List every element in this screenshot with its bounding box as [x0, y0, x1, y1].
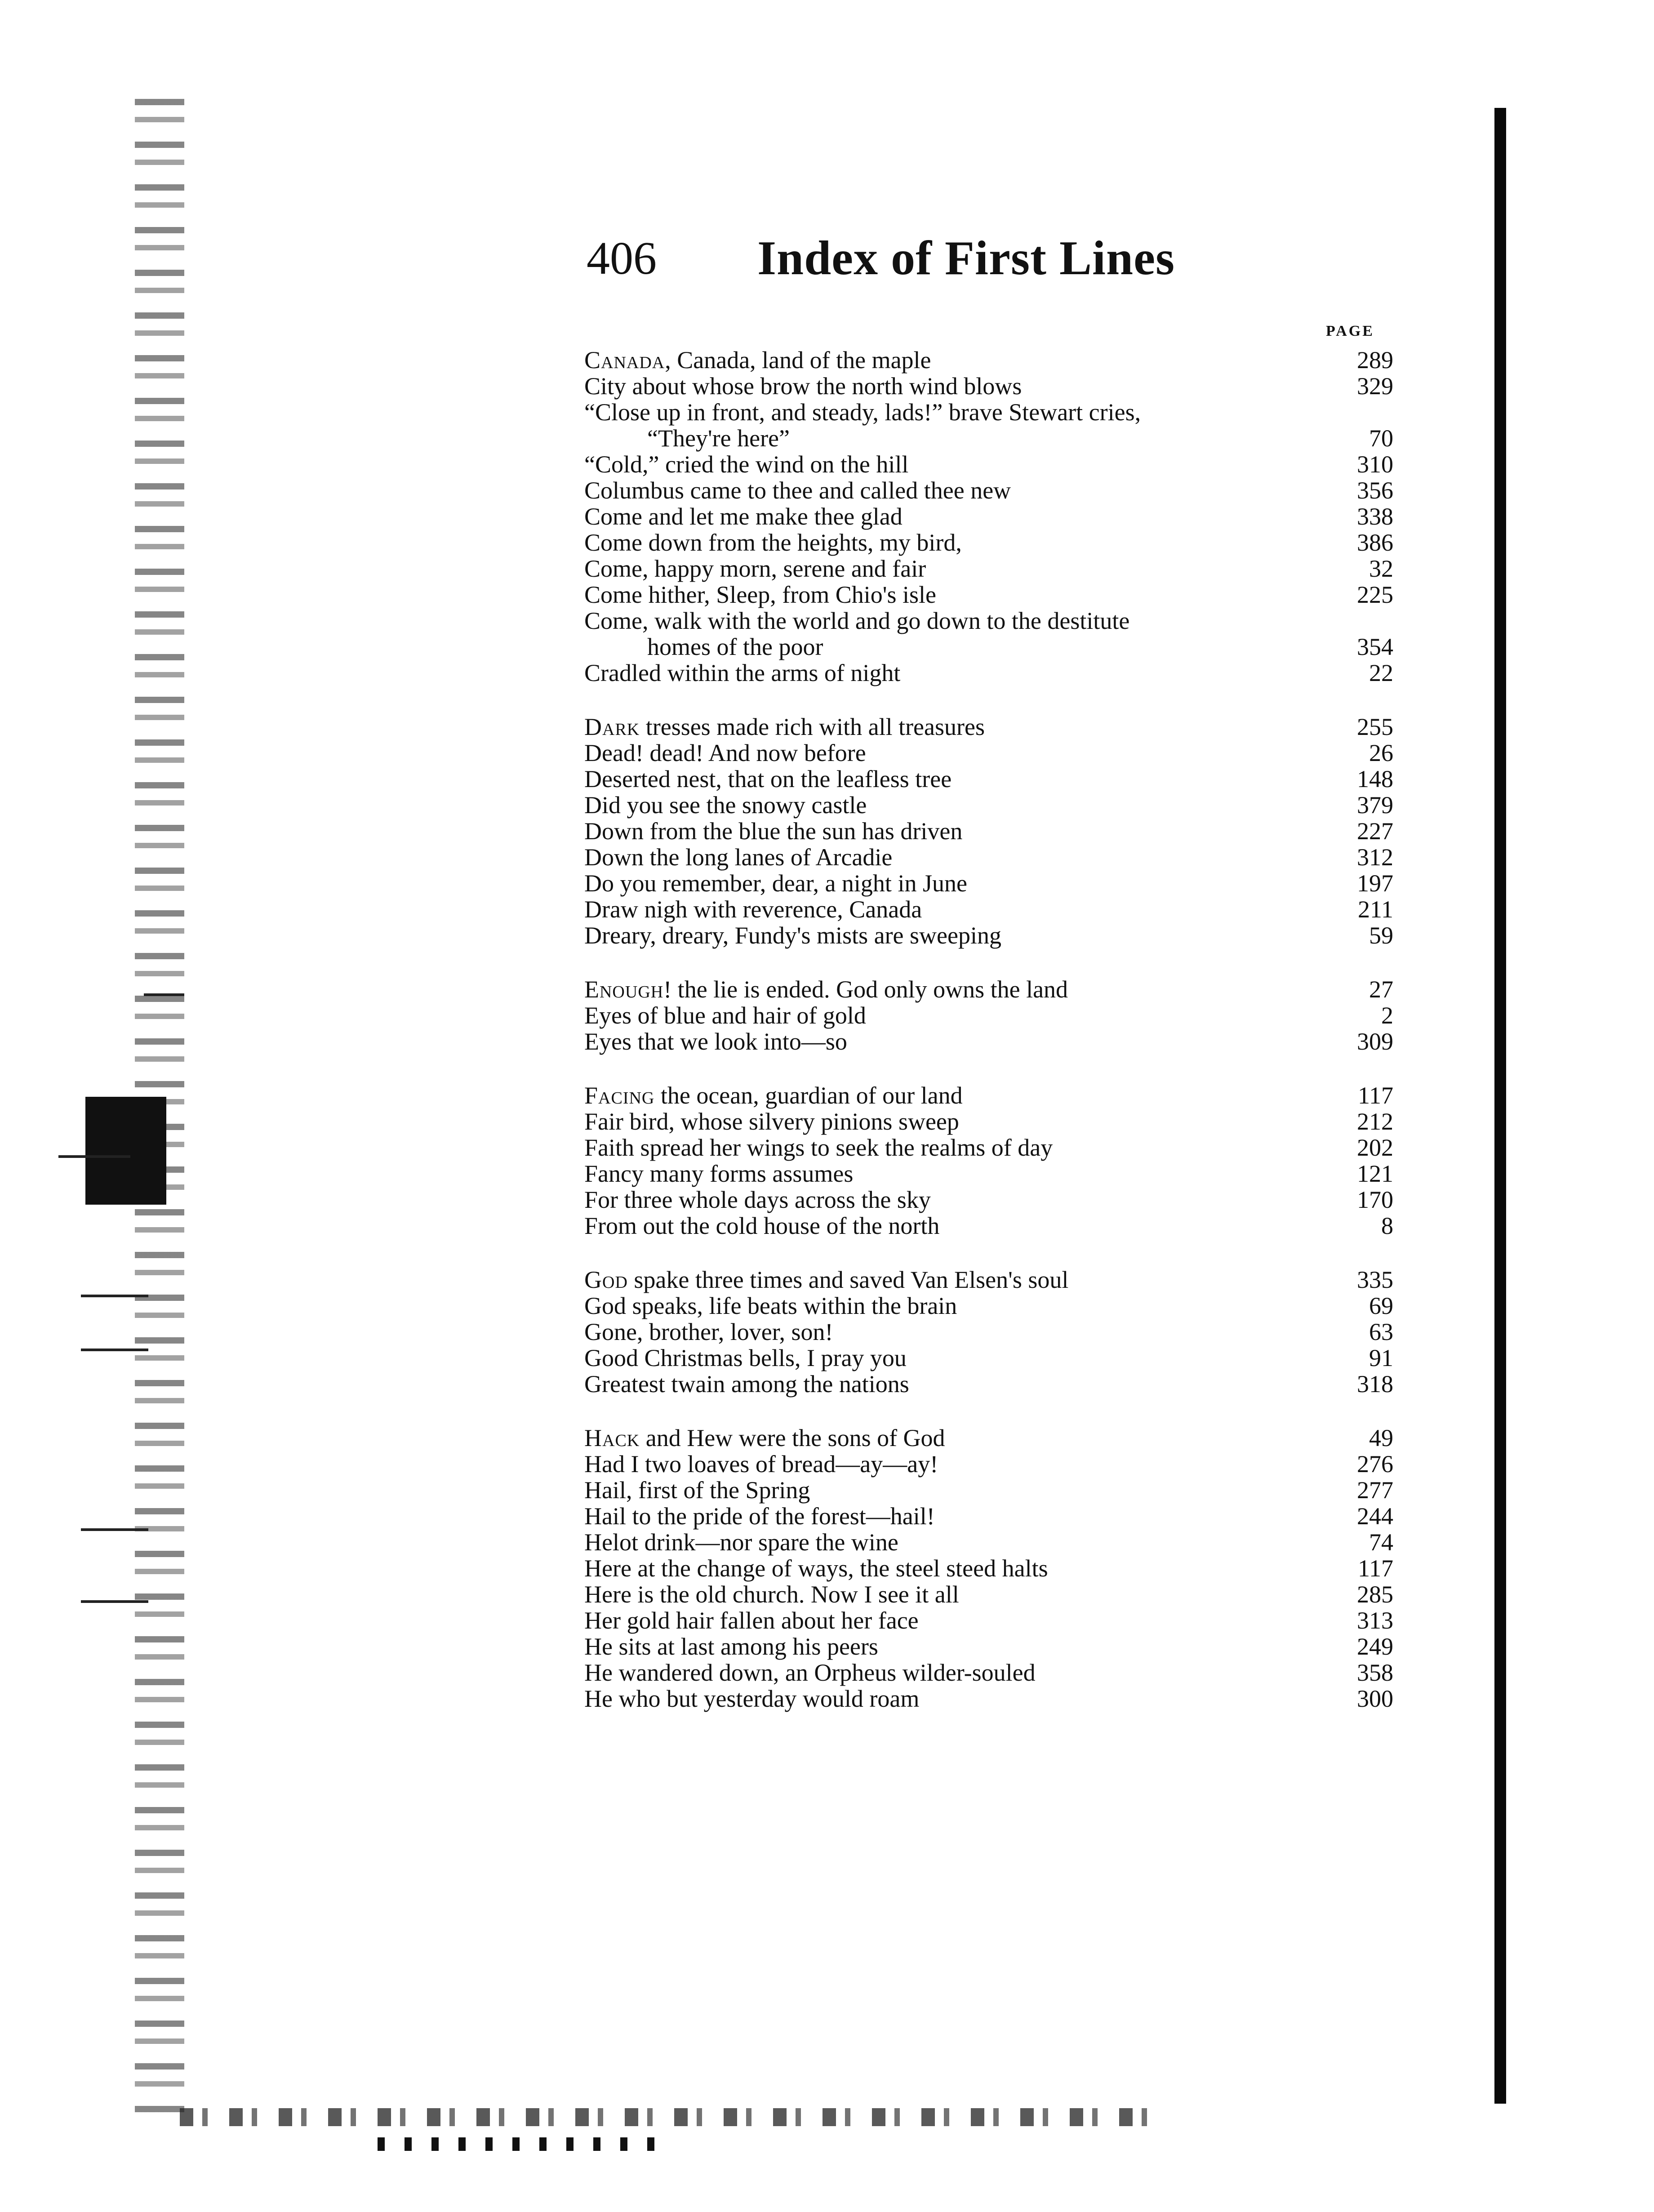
first-line-text: [584, 503, 1303, 530]
index-entry: [584, 1213, 1393, 1239]
index-entry: [584, 818, 1393, 844]
index-entry: [584, 347, 1393, 373]
page-reference: 26: [1369, 739, 1393, 766]
page-reference: 227: [1357, 818, 1393, 845]
index-entry: [584, 530, 1393, 556]
page-reference: 356: [1357, 477, 1393, 504]
page-reference: 22: [1369, 659, 1393, 686]
index-entry: [584, 503, 1393, 530]
first-line-text: [584, 399, 1303, 451]
first-line-text: [584, 976, 1303, 1002]
first-line-text: [584, 1581, 1303, 1607]
index-entry: [584, 1028, 1393, 1055]
first-lines-index: [584, 347, 1393, 1740]
index-entry: [584, 1108, 1393, 1135]
first-line-rest: Down from the blue the sun has driven: [584, 818, 963, 845]
first-line-text: [584, 1319, 1303, 1345]
first-line-rest: Had I two loaves of bread—ay—ay!: [584, 1451, 938, 1478]
first-line-rest: Do you remember, dear, a night in June: [584, 870, 967, 897]
page-reference: 70: [1369, 425, 1393, 452]
first-line-rest: For three whole days across the sky: [584, 1186, 931, 1213]
first-line-text: [584, 477, 1303, 503]
index-entry: [584, 1425, 1393, 1451]
page-reference: 249: [1357, 1633, 1393, 1660]
scan-mark: [58, 1155, 130, 1158]
page-column-label: PAGE: [1326, 323, 1374, 339]
first-line-rest: tresses made rich with all treasures: [640, 713, 985, 740]
scan-bottom-artifact: [378, 2137, 665, 2151]
index-entry: [584, 1371, 1393, 1397]
first-line-rest: ! the lie is ended. God only owns the land: [663, 976, 1068, 1003]
page-reference: 289: [1357, 347, 1393, 374]
scan-mark: [144, 993, 184, 996]
index-entry: [584, 556, 1393, 582]
index-entry: [584, 1293, 1393, 1319]
first-line-text: [584, 1345, 1303, 1371]
first-line-lead-word: Dark: [584, 713, 640, 740]
scan-mark: [81, 1295, 148, 1297]
first-line-rest: He wandered down, an Orpheus wilder-souled: [584, 1659, 1036, 1686]
page-number: 406: [587, 232, 657, 284]
index-entry: [584, 766, 1393, 792]
first-line-text: [584, 660, 1303, 686]
first-line-lead-word: Enough: [584, 976, 664, 1003]
first-line-rest: Hail, first of the Spring: [584, 1477, 810, 1504]
first-line-rest: Columbus came to thee and called thee new: [584, 477, 1011, 504]
page-reference: 354: [1357, 633, 1393, 660]
first-line-rest: God speaks, life beats within the brain: [584, 1292, 957, 1319]
page-reference: 212: [1357, 1108, 1393, 1135]
page-reference: 8: [1381, 1212, 1393, 1239]
first-line-text: [584, 1451, 1303, 1477]
page-reference: 121: [1357, 1160, 1393, 1187]
page-reference: 255: [1357, 713, 1393, 740]
first-line-rest: Come, walk with the world and go down to the destitute: [584, 607, 1130, 634]
page-reference: 318: [1357, 1371, 1393, 1398]
first-line-text: [584, 1529, 1303, 1555]
first-line-text: [584, 451, 1303, 477]
first-line-rest: Here is the old church. Now I see it all: [584, 1581, 959, 1608]
index-entry: [584, 1529, 1393, 1555]
index-entry: [584, 1633, 1393, 1660]
first-line-text: [584, 922, 1303, 948]
index-entry: [584, 1607, 1393, 1633]
first-line-text: [584, 896, 1303, 922]
first-line-lead-word: God: [584, 1266, 628, 1293]
first-line-rest: the ocean, guardian of our land: [654, 1082, 963, 1109]
index-letter-group: [584, 976, 1393, 1055]
index-letter-group: [584, 347, 1393, 686]
first-line-text: [584, 870, 1303, 896]
first-line-rest: and Hew were the sons of God: [640, 1424, 945, 1451]
first-line-rest: Eyes of blue and hair of gold: [584, 1002, 866, 1029]
first-line-continuation: “They're here”: [647, 425, 790, 452]
page-reference: 310: [1357, 451, 1393, 478]
scan-bottom-artifact: [180, 2108, 1160, 2126]
page-reference: 49: [1369, 1424, 1393, 1451]
first-line-text: [584, 347, 1303, 373]
page-reference: 202: [1357, 1134, 1393, 1161]
first-line-text: [584, 766, 1303, 792]
page-reference: 211: [1358, 896, 1393, 923]
first-line-rest: He sits at last among his peers: [584, 1633, 878, 1660]
first-line-text: [584, 1082, 1303, 1108]
first-line-text: [584, 740, 1303, 766]
index-entry: [584, 582, 1393, 608]
first-line-rest: Eyes that we look into—so: [584, 1028, 847, 1055]
first-line-lead-word: Facing: [584, 1082, 655, 1109]
page-reference: 276: [1357, 1451, 1393, 1478]
first-line-text: [584, 1477, 1303, 1503]
index-entry: [584, 922, 1393, 948]
page-reference: 277: [1357, 1477, 1393, 1504]
first-line-rest: Gone, brother, lover, son!: [584, 1318, 833, 1345]
page-reference: 313: [1357, 1607, 1393, 1634]
first-line-rest: Draw nigh with reverence, Canada: [584, 896, 922, 923]
index-entry: [584, 373, 1393, 399]
first-line-rest: Fancy many forms assumes: [584, 1160, 854, 1187]
first-line-text: [584, 530, 1303, 556]
first-line-text: [584, 1660, 1303, 1686]
index-letter-group: [584, 1082, 1393, 1239]
page-reference: 148: [1357, 766, 1393, 792]
first-line-text: [584, 1293, 1303, 1319]
index-entry: [584, 1082, 1393, 1108]
page-reference: 225: [1357, 581, 1393, 608]
first-line-rest: Come, happy morn, serene and fair: [584, 555, 926, 582]
page-reference: 386: [1357, 529, 1393, 556]
first-line-text: [584, 1161, 1303, 1187]
page-reference: 285: [1357, 1581, 1393, 1608]
index-entry: [584, 477, 1393, 503]
page-reference: 300: [1357, 1685, 1393, 1712]
first-line-rest: , Canada, land of the maple: [665, 347, 931, 374]
index-entry: [584, 1660, 1393, 1686]
first-line-text: [584, 608, 1303, 660]
index-entry: [584, 1686, 1393, 1712]
first-line-text: [584, 844, 1303, 870]
page-reference: 244: [1357, 1503, 1393, 1530]
page-reference: 74: [1369, 1529, 1393, 1556]
first-line-rest: Fair bird, whose silvery pinions sweep: [584, 1108, 959, 1135]
index-entry: [584, 976, 1393, 1002]
first-line-text: [584, 373, 1303, 399]
index-entry: [584, 1161, 1393, 1187]
page-reference: 170: [1357, 1186, 1393, 1213]
first-line-text: [584, 818, 1303, 844]
first-line-rest: Here at the change of ways, the steel steed halts: [584, 1555, 1048, 1582]
first-line-rest: City about whose brow the north wind blows: [584, 373, 1022, 400]
first-line-rest: Cradled within the arms of night: [584, 659, 901, 686]
first-line-text: [584, 1267, 1303, 1293]
page-reference: 117: [1358, 1555, 1393, 1582]
page-reference: 117: [1358, 1082, 1393, 1109]
page-reference: 2: [1381, 1002, 1393, 1029]
index-entry: [584, 608, 1393, 660]
first-line-text: [584, 1213, 1303, 1239]
page-reference: 197: [1357, 870, 1393, 897]
page-reference: 27: [1369, 976, 1393, 1003]
index-letter-group: [584, 1267, 1393, 1397]
index-entry: [584, 896, 1393, 922]
page-title: Index of First Lines: [757, 231, 1175, 285]
first-line-rest: Faith spread her wings to seek the realms of day: [584, 1134, 1053, 1161]
first-line-text: [584, 582, 1303, 608]
first-line-rest: spake three times and saved Van Elsen's soul: [627, 1266, 1069, 1293]
index-entry: [584, 451, 1393, 477]
index-entry: [584, 1267, 1393, 1293]
page-header: [587, 227, 1261, 290]
first-line-lead-word: Canada: [584, 347, 665, 374]
first-line-text: [584, 556, 1303, 582]
index-entry: [584, 1187, 1393, 1213]
index-entry: [584, 1451, 1393, 1477]
first-line-rest: Did you see the snowy castle: [584, 792, 867, 819]
first-line-rest: From out the cold house of the north: [584, 1212, 940, 1239]
index-letter-group: [584, 1425, 1393, 1712]
index-entry: [584, 660, 1393, 686]
page-reference: 335: [1357, 1266, 1393, 1293]
first-line-text: [584, 1108, 1303, 1135]
first-line-text: [584, 1503, 1303, 1529]
first-line-rest: Greatest twain among the nations: [584, 1371, 909, 1398]
index-entry: [584, 1503, 1393, 1529]
index-entry: [584, 1345, 1393, 1371]
first-line-rest: Her gold hair fallen about her face: [584, 1607, 919, 1634]
first-line-text: [584, 1607, 1303, 1633]
index-entry: [584, 1319, 1393, 1345]
page-reference: 63: [1369, 1318, 1393, 1345]
first-line-text: [584, 1187, 1303, 1213]
first-line-rest: Deserted nest, that on the leafless tree: [584, 766, 952, 792]
page-reference: 69: [1369, 1292, 1393, 1319]
first-line-rest: Helot drink—nor spare the wine: [584, 1529, 898, 1556]
first-line-rest: Come hither, Sleep, from Chio's isle: [584, 581, 936, 608]
first-line-rest: Dreary, dreary, Fundy's mists are sweeping: [584, 922, 1001, 949]
scan-mark: [81, 1600, 148, 1603]
page-reference: 59: [1369, 922, 1393, 949]
page-reference: 358: [1357, 1659, 1393, 1686]
page-reference: 329: [1357, 373, 1393, 400]
first-line-rest: “Close up in front, and steady, lads!” brave Stewart cries,: [584, 399, 1141, 426]
index-entry: [584, 740, 1393, 766]
index-entry: [584, 792, 1393, 818]
first-line-text: [584, 1633, 1303, 1660]
first-line-text: [584, 1686, 1303, 1712]
index-entry: [584, 844, 1393, 870]
scan-mark: [81, 1528, 148, 1531]
first-line-rest: Down the long lanes of Arcadie: [584, 844, 893, 871]
index-entry: [584, 1002, 1393, 1028]
page-reference: 32: [1369, 555, 1393, 582]
scan-binding-shadow: [1494, 108, 1506, 2104]
first-line-rest: Hail to the pride of the forest—hail!: [584, 1503, 935, 1530]
index-entry: [584, 1555, 1393, 1581]
first-line-rest: He who but yesterday would roam: [584, 1685, 920, 1712]
page-reference: 379: [1357, 792, 1393, 819]
first-line-text: [584, 1555, 1303, 1581]
page-reference: 312: [1357, 844, 1393, 871]
first-line-text: [584, 1425, 1303, 1451]
first-line-rest: Good Christmas bells, I pray you: [584, 1344, 907, 1371]
index-entry: [584, 399, 1393, 451]
first-line-text: [584, 792, 1303, 818]
first-line-rest: Come down from the heights, my bird,: [584, 529, 962, 556]
index-entry: [584, 714, 1393, 740]
first-line-text: [584, 1371, 1303, 1397]
first-line-rest: Dead! dead! And now before: [584, 739, 866, 766]
page-reference: 91: [1369, 1344, 1393, 1371]
scan-blot: [85, 1097, 166, 1205]
first-line-text: [584, 1002, 1303, 1028]
page-reference: 309: [1357, 1028, 1393, 1055]
first-line-text: [584, 714, 1303, 740]
first-line-lead-word: Hack: [584, 1424, 640, 1451]
index-entry: [584, 1581, 1393, 1607]
first-line-continuation: homes of the poor: [647, 633, 823, 660]
index-entry: [584, 1135, 1393, 1161]
index-entry: [584, 870, 1393, 896]
index-letter-group: [584, 714, 1393, 948]
first-line-text: [584, 1135, 1303, 1161]
index-entry: [584, 1477, 1393, 1503]
first-line-rest: Come and let me make thee glad: [584, 503, 903, 530]
scan-mark: [81, 1349, 148, 1351]
first-line-text: [584, 1028, 1303, 1055]
page-reference: 338: [1357, 503, 1393, 530]
first-line-rest: “Cold,” cried the wind on the hill: [584, 451, 909, 478]
